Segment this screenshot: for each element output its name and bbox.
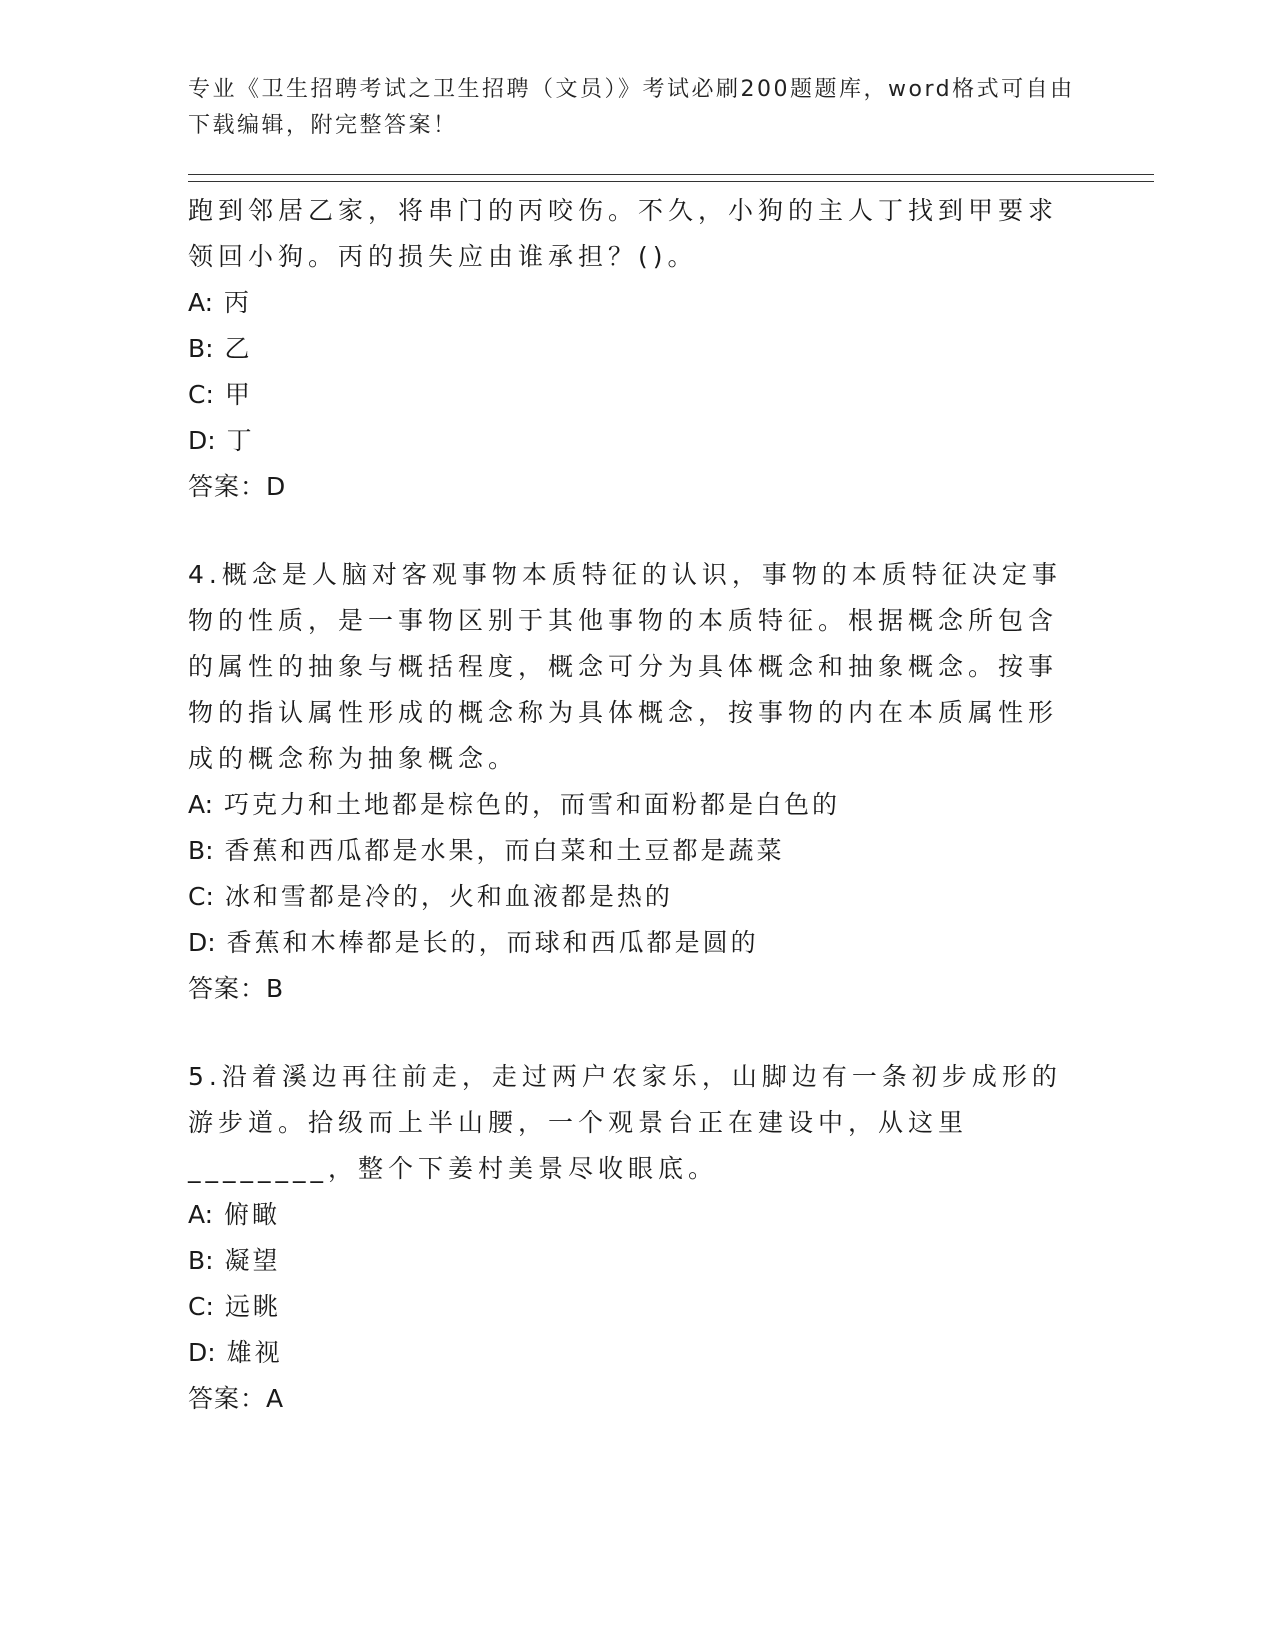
option-a <box>188 280 1068 326</box>
option-c <box>188 874 1068 920</box>
answer-line: 答案：D <box>188 472 287 501</box>
question-5 <box>188 1054 1068 1422</box>
answer-line: 答案：B <box>188 974 285 1003</box>
question-text: 5.沿着溪边再往前走，走过两户农家乐，山脚边有一条初步成形的游步道。拾级而上半山腰，一个观景台正在建设中，从这里________，整个下姜村美景尽收眼底。 <box>188 1062 1062 1183</box>
question-4 <box>188 552 1068 1012</box>
option-letter: C: <box>188 1292 214 1321</box>
option-a <box>188 1192 1068 1238</box>
option-text: 远眺 <box>224 1292 281 1321</box>
option-text: 香蕉和西瓜都是水果，而白菜和土豆都是蔬菜 <box>224 836 785 865</box>
option-letter: D: <box>188 426 216 455</box>
option-letter: D: <box>188 1338 216 1367</box>
header-divider-bottom <box>188 181 1154 182</box>
option-text: 冰和雪都是冷的，火和血液都是热的 <box>224 882 673 911</box>
option-letter: B: <box>188 836 214 865</box>
spacer <box>188 510 1068 552</box>
question-3 <box>188 188 1068 510</box>
option-b <box>188 1238 1068 1284</box>
option-text: 巧克力和土地都是棕色的，而雪和面粉都是白色的 <box>224 790 841 819</box>
option-text: 丁 <box>226 426 255 455</box>
option-c <box>188 1284 1068 1330</box>
option-b <box>188 828 1068 874</box>
document-header: 专业《卫生招聘考试之卫生招聘（文员）》考试必刷200题题库，word格式可自由下载编辑，附完整答案！ <box>188 77 1075 138</box>
option-letter: A: <box>188 1200 214 1229</box>
option-letter: C: <box>188 882 214 911</box>
option-a <box>188 782 1068 828</box>
option-d <box>188 1330 1068 1376</box>
option-text: 甲 <box>224 380 253 409</box>
option-d <box>188 920 1068 966</box>
option-text: 雄视 <box>226 1338 283 1367</box>
spacer <box>188 1012 1068 1054</box>
option-text: 俯瞰 <box>224 1200 281 1229</box>
option-letter: B: <box>188 334 214 363</box>
option-text: 乙 <box>224 334 253 363</box>
question-text: 4.概念是人脑对客观事物本质特征的认识，事物的本质特征决定事物的性质，是一事物区别于其他事物的本质特征。根据概念所包含的属性的抽象与概括程度，概念可分为具体概念和抽象概念。按事物的指认属性形成的概念称为具体概念，按事物的内在本质属性形成的概念称为抽象概念。 <box>188 560 1062 773</box>
option-letter: B: <box>188 1246 214 1275</box>
question-text: 跑到邻居乙家，将串门的丙咬伤。不久，小狗的主人丁找到甲要求领回小狗。丙的损失应由谁承担？()。 <box>188 196 1059 271</box>
option-b <box>188 326 1068 372</box>
option-d <box>188 418 1068 464</box>
option-letter: D: <box>188 928 216 957</box>
question-list <box>188 188 1068 1422</box>
option-letter: A: <box>188 288 214 317</box>
option-letter: A: <box>188 790 214 819</box>
answer-line: 答案：A <box>188 1384 285 1413</box>
option-c <box>188 372 1068 418</box>
option-letter: C: <box>188 380 214 409</box>
option-text: 丙 <box>224 288 253 317</box>
option-text: 凝望 <box>224 1246 281 1275</box>
header-divider-top <box>188 174 1154 175</box>
option-text: 香蕉和木棒都是长的，而球和西瓜都是圆的 <box>226 928 759 957</box>
